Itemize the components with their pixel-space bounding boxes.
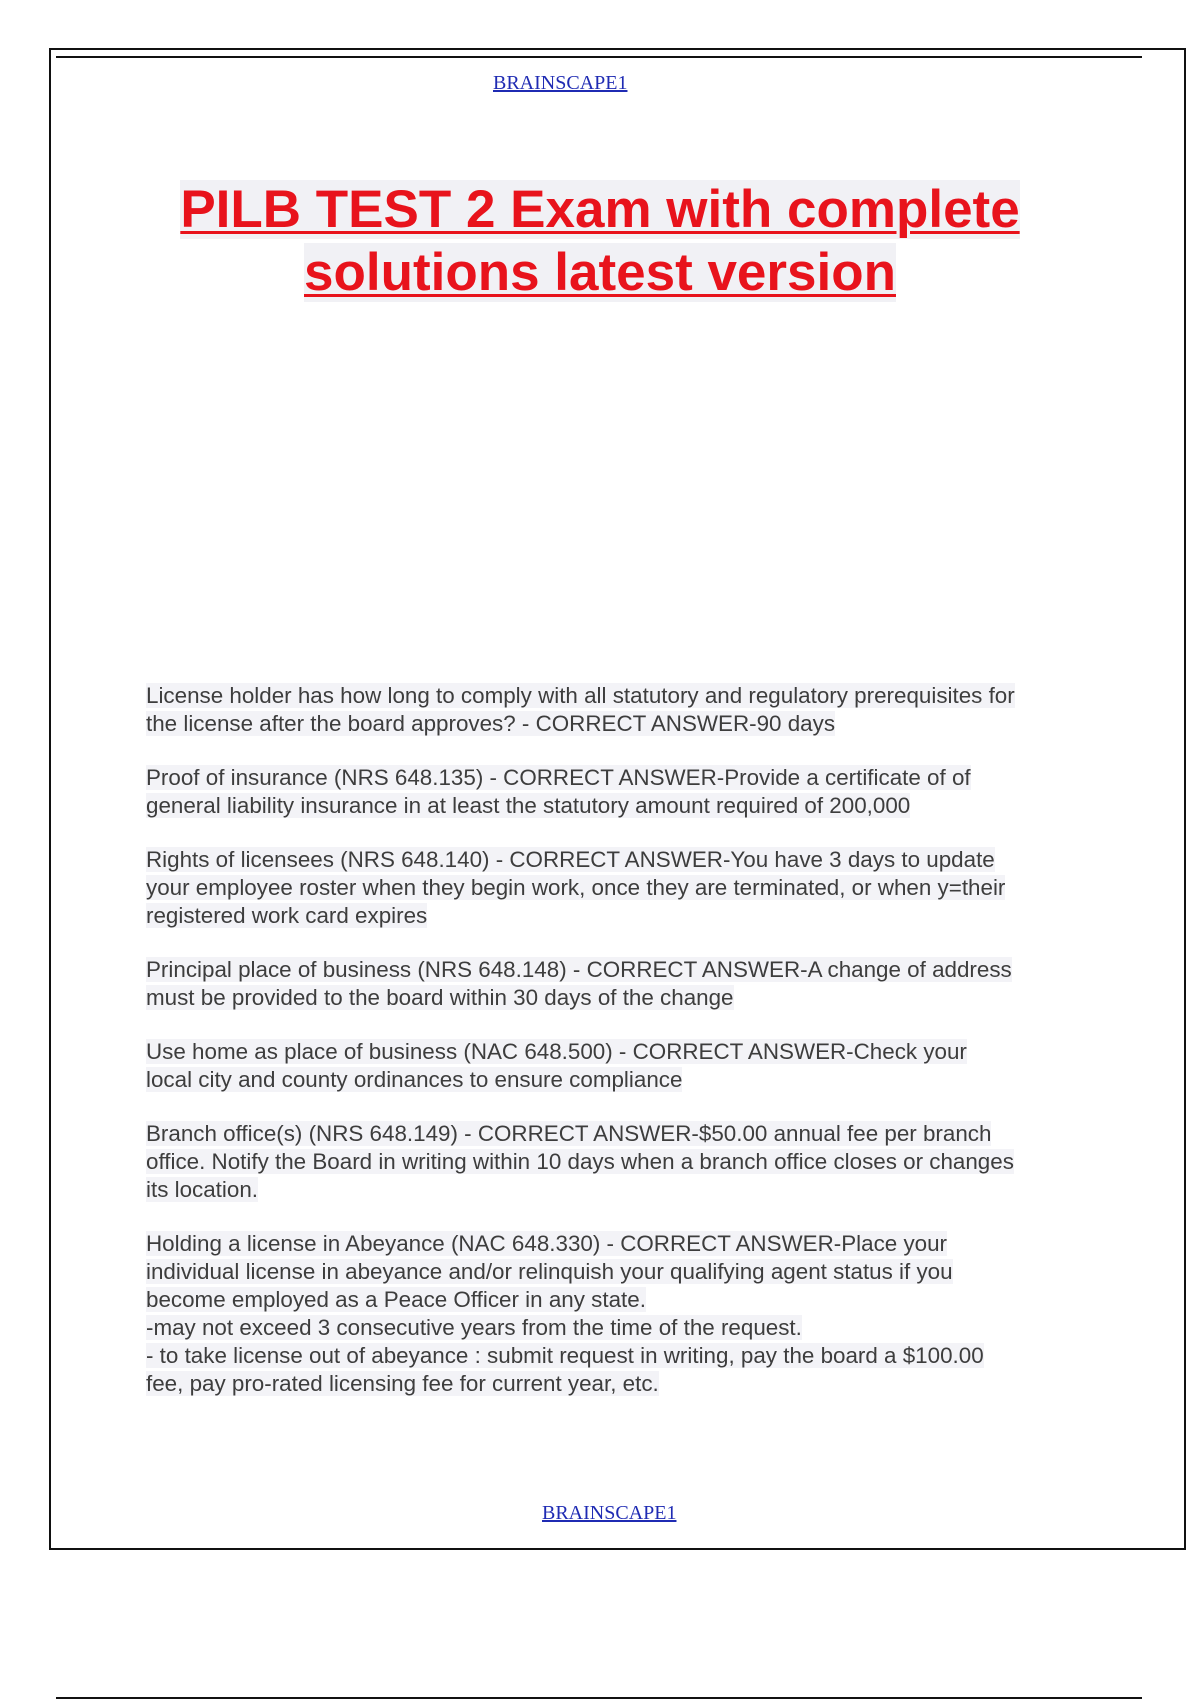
qa-line: its location. <box>146 1177 259 1202</box>
brainscape-footer-link[interactable]: BRAINSCAPE1 <box>542 1502 677 1524</box>
title-line-1: PILB TEST 2 Exam with complete <box>180 180 1020 239</box>
qa-item <box>146 682 1096 738</box>
top-rule <box>56 56 1142 58</box>
qa-item <box>146 1230 1096 1398</box>
bottom-rule <box>56 1697 1142 1699</box>
qa-item <box>146 956 1096 1012</box>
qa-line: -may not exceed 3 consecutive years from the time of the request. <box>146 1315 802 1340</box>
document-title <box>160 178 1040 304</box>
qa-item <box>146 1120 1096 1204</box>
qa-item <box>146 1038 1096 1094</box>
qa-line: office. Notify the Board in writing within 10 days when a branch office closes or changes <box>146 1149 1014 1174</box>
qa-line: the license after the board approves? - CORRECT ANSWER-90 days <box>146 711 836 736</box>
qa-line: registered work card expires <box>146 903 428 928</box>
qa-line: your employee roster when they begin work, once they are terminated, or when y=their <box>146 875 1006 900</box>
qa-line: - to take license out of abeyance : submit request in writing, pay the board a $100.00 <box>146 1343 984 1368</box>
qa-line: individual license in abeyance and/or relinquish your qualifying agent status if you <box>146 1259 953 1284</box>
qa-line: Proof of insurance (NRS 648.135) - CORRECT ANSWER-Provide a certificate of of <box>146 765 971 790</box>
qa-list <box>146 682 1096 1424</box>
qa-line: Use home as place of business (NAC 648.500) - CORRECT ANSWER-Check your <box>146 1039 967 1064</box>
qa-line: local city and county ordinances to ensure compliance <box>146 1067 683 1092</box>
qa-item <box>146 764 1096 820</box>
qa-line: Branch office(s) (NRS 648.149) - CORRECT ANSWER-$50.00 annual fee per branch <box>146 1121 992 1146</box>
qa-line: Principal place of business (NRS 648.148) - CORRECT ANSWER-A change of address <box>146 957 1012 982</box>
qa-line: general liability insurance in at least the statutory amount required of 200,000 <box>146 793 911 818</box>
qa-item <box>146 846 1096 930</box>
qa-line: become employed as a Peace Officer in any state. <box>146 1287 646 1312</box>
brainscape-header-link[interactable]: BRAINSCAPE1 <box>493 72 628 94</box>
qa-line: Rights of licensees (NRS 648.140) - CORRECT ANSWER-You have 3 days to update <box>146 847 995 872</box>
title-line-2: solutions latest version <box>304 243 896 302</box>
qa-line: Holding a license in Abeyance (NAC 648.330) - CORRECT ANSWER-Place your <box>146 1231 948 1256</box>
qa-line: must be provided to the board within 30 days of the change <box>146 985 734 1010</box>
qa-line: fee, pay pro-rated licensing fee for current year, etc. <box>146 1371 659 1396</box>
qa-line: License holder has how long to comply with all statutory and regulatory prerequisites for <box>146 683 1015 708</box>
